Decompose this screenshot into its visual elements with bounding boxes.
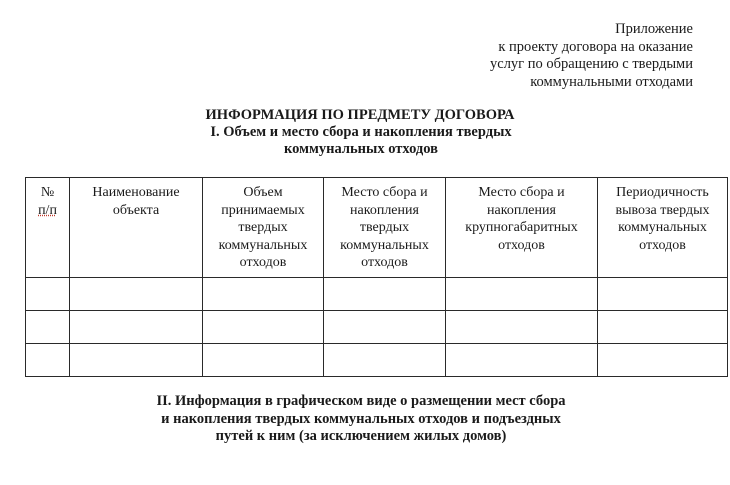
table-cell[interactable] — [26, 344, 70, 377]
table-cell[interactable] — [26, 278, 70, 311]
table-row — [26, 344, 728, 377]
table-cell[interactable] — [598, 344, 728, 377]
header-number-symbol: № — [40, 185, 55, 200]
table-cell[interactable] — [203, 311, 324, 344]
section-2-line: и накопления твердых коммунальных отходов и подъездных — [161, 410, 561, 427]
table-cell[interactable] — [70, 278, 203, 311]
table-cell[interactable] — [446, 311, 598, 344]
table-cell[interactable] — [324, 311, 446, 344]
header-number — [26, 178, 70, 278]
table-cell[interactable] — [203, 344, 324, 377]
table-row — [26, 311, 728, 344]
table-row — [26, 278, 728, 311]
section-1-heading-cont: коммунальных отходов — [284, 141, 438, 157]
section-2-line: II. Информация в графическом виде о размещении мест сбора — [156, 393, 566, 409]
table-cell[interactable] — [203, 278, 324, 311]
table-cell[interactable] — [598, 278, 728, 311]
table-cell[interactable] — [324, 344, 446, 377]
header-object-name: Наименование объекта — [70, 178, 203, 278]
table-cell[interactable] — [26, 311, 70, 344]
appendix-note — [490, 21, 693, 91]
appendix-line: Приложение — [615, 21, 693, 37]
document-title-block — [0, 107, 730, 158]
info-table — [25, 177, 728, 377]
appendix-line: к проекту договора на оказание — [498, 38, 693, 55]
header-volume: Объем принимаемых твердых коммунальных отходов — [203, 178, 324, 278]
document-title: ИНФОРМАЦИЯ ПО ПРЕДМЕТУ ДОГОВОРА — [205, 107, 515, 123]
table-cell[interactable] — [446, 344, 598, 377]
appendix-line: коммунальными отходами — [530, 73, 693, 90]
section-2-line: путей к ним (за исключением жилых домов) — [215, 428, 507, 444]
table-cell[interactable] — [598, 311, 728, 344]
section-1-heading: I. Объем и место сбора и накопления твердых — [210, 124, 512, 140]
table-cell[interactable] — [70, 311, 203, 344]
appendix-line: услуг по обращению с твердыми — [490, 56, 693, 72]
table-cell[interactable] — [70, 344, 203, 377]
table-cell[interactable] — [324, 278, 446, 311]
header-collection-place: Место сбора и накопления твердых коммунальных отходов — [324, 178, 446, 278]
header-bulky-waste-place: Место сбора и накопления крупногабаритных отходов — [446, 178, 598, 278]
table-header-row — [26, 178, 728, 278]
table-cell[interactable] — [446, 278, 598, 311]
header-number-pp: п/п — [38, 202, 57, 218]
section-2-heading — [0, 393, 730, 446]
header-frequency: Периодичность вывоза твердых коммунальных отходов — [598, 178, 728, 278]
